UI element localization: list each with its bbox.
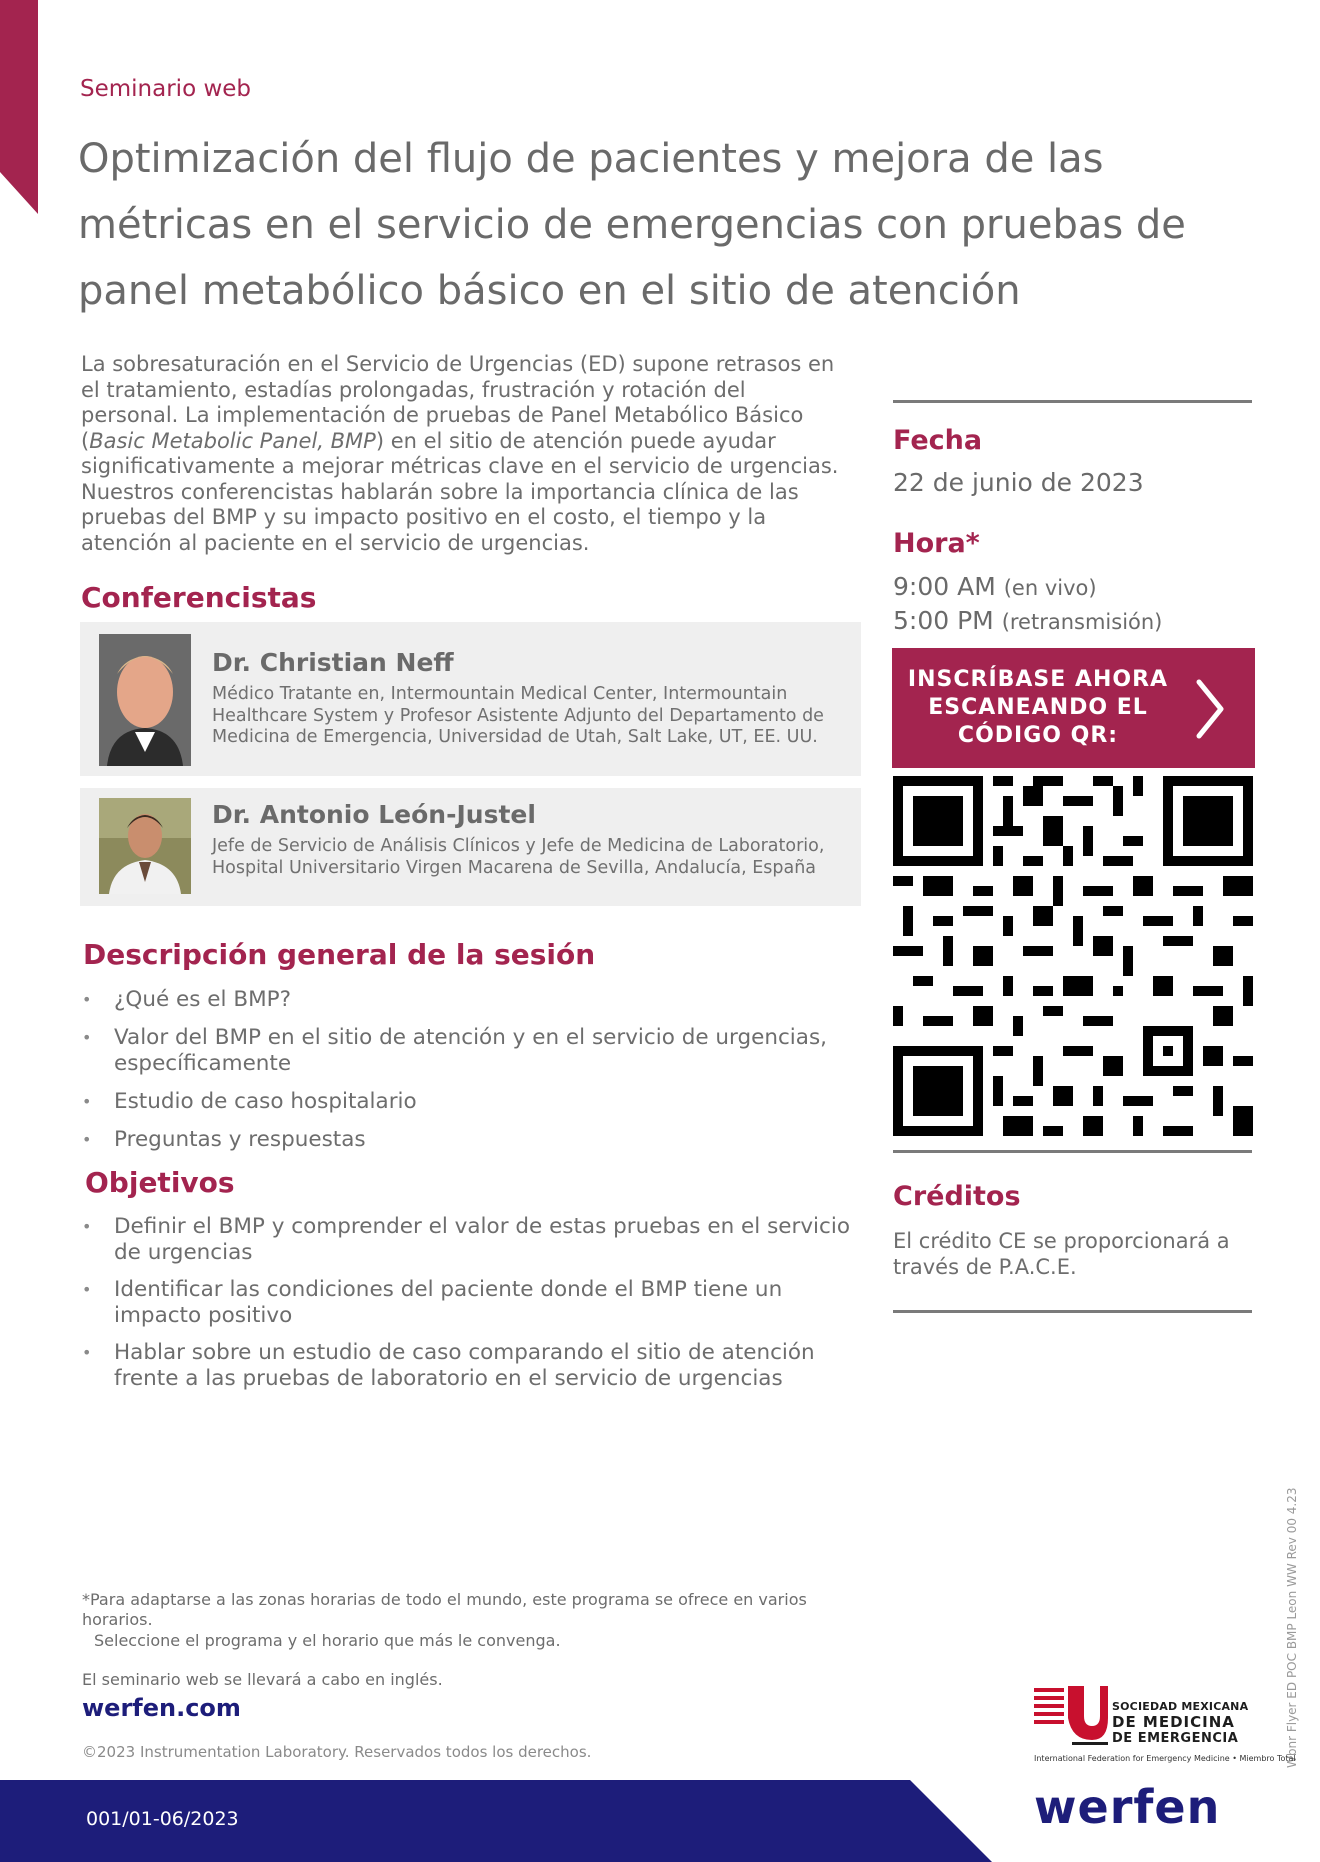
register-button[interactable]	[892, 648, 1255, 768]
list-item: • Identificar las condiciones del paciente donde el BMP tiene un impacto positivo	[82, 1277, 783, 1328]
speaker-card	[80, 622, 861, 776]
bullet: •	[82, 1343, 92, 1362]
list-item: • Definir el BMP y comprender el valor de estas pruebas en el servicio de urgencias	[82, 1214, 850, 1265]
objectives-list	[80, 1214, 860, 1392]
bullet: •	[82, 1217, 92, 1236]
corner-accent	[0, 0, 38, 214]
bullet: •	[82, 1028, 92, 1047]
bullet: •	[82, 1130, 92, 1149]
chevron-right-icon	[1195, 678, 1225, 740]
session-list	[80, 987, 870, 1153]
divider	[893, 1150, 1252, 1153]
list-item: • ¿Qué es el BMP?	[82, 987, 291, 1012]
list-item: • Valor del BMP en el sitio de atención y en el servicio de urgencias, específicamente	[82, 1025, 827, 1076]
bullet: •	[82, 990, 92, 1009]
speakers-heading: Conferencistas	[81, 581, 317, 614]
time-live: 9:00 AM (en vivo)	[893, 572, 1097, 601]
society-membership: International Federation for Emergency Medicine • Miembro Total	[1034, 1754, 1296, 1763]
speaker-card	[80, 788, 861, 906]
speaker-photo-neff	[99, 634, 191, 766]
credits-label: Créditos	[893, 1181, 1021, 1212]
date-value: 22 de junio de 2023	[893, 468, 1144, 497]
speaker-affiliation: Jefe de Servicio de Análisis Clínicos y Jefe de Medicina de Laboratorio, Hospital Universitario Virgen Macarena de Sevilla, Andalucía, España	[212, 836, 825, 878]
copyright: ©2023 Instrumentation Laboratory. Reservados todos los derechos.	[82, 1743, 592, 1761]
date-label: Fecha	[893, 425, 983, 456]
speaker-affiliation: Médico Tratante en, Intermountain Medical Center, Intermountain Healthcare System y Profesor Asistente Adjunto del Departamento de Medicina de Emergencia, Universidad de Utah, Salt Lake, UT, EE. UU.	[212, 684, 824, 747]
list-item: • Preguntas y respuestas	[82, 1127, 366, 1152]
page-title: Optimización del flujo de pacientes y mejora de las métricas en el servicio de emergencias con pruebas de panel metabólico básico en el sitio de atención	[78, 136, 1186, 314]
speaker-name: Dr. Antonio León-Justel	[212, 800, 536, 829]
brand-logo: werfen	[1034, 1780, 1221, 1834]
society-name: SOCIEDAD MEXICANA DE MEDICINA DE EMERGENCIA	[1112, 1700, 1249, 1746]
language-note: El seminario web se llevará a cabo en inglés.	[82, 1670, 443, 1689]
speaker-photo-leon	[99, 798, 191, 894]
timezone-note-2: Seleccione el programa y el horario que más le convenga.	[94, 1631, 561, 1650]
intro-paragraph: La sobresaturación en el Servicio de Urgencias (ED) supone retrasos en el tratamiento, estadías prolongadas, frustración y rotación del personal. La implementación de pruebas de Panel Metabólico Básico (Basic Metabolic Panel, BMP) en el sitio de atención puede ayudar significativamente a mejorar métricas clave en el servicio de urgencias. Nuestros conferencistas hablarán sobre la importancia clínica de las pruebas del BMP y su impacto positivo en el costo, el tiempo y la atención al paciente en el servicio de urgencias.	[81, 352, 839, 555]
speaker-name: Dr. Christian Neff	[212, 648, 454, 677]
kicker-label: Seminario web	[80, 76, 252, 102]
qr-code[interactable]	[893, 776, 1253, 1136]
time-replay: 5:00 PM (retransmisión)	[893, 606, 1163, 635]
list-item: • Estudio de caso hospitalario	[82, 1089, 417, 1114]
document-code: 001/01-06/2023	[86, 1808, 239, 1830]
register-label: INSCRÍBASE AHORA ESCANEANDO EL CÓDIGO QR:	[907, 667, 1169, 748]
session-heading: Descripción general de la sesión	[83, 938, 596, 971]
divider	[893, 400, 1252, 403]
objectives-heading: Objetivos	[85, 1166, 235, 1199]
website-link[interactable]: werfen.com	[82, 1694, 241, 1722]
bullet: •	[82, 1280, 92, 1299]
bullet: •	[82, 1092, 92, 1111]
time-label: Hora*	[893, 528, 980, 559]
timezone-note: *Para adaptarse a las zonas horarias de todo el mundo, este programa se ofrece en varios horarios.	[82, 1590, 807, 1629]
list-item: • Hablar sobre un estudio de caso comparando el sitio de atención frente a las pruebas de laboratorio en el servicio de urgencias	[82, 1340, 815, 1391]
divider	[893, 1310, 1252, 1313]
credits-text: El crédito CE se proporcionará a través de P.A.C.E.	[893, 1229, 1230, 1279]
document-code-vertical: Wbnr Flyer ED POC BMP Leon WW Rev 00 4.23	[1285, 1487, 1299, 1768]
